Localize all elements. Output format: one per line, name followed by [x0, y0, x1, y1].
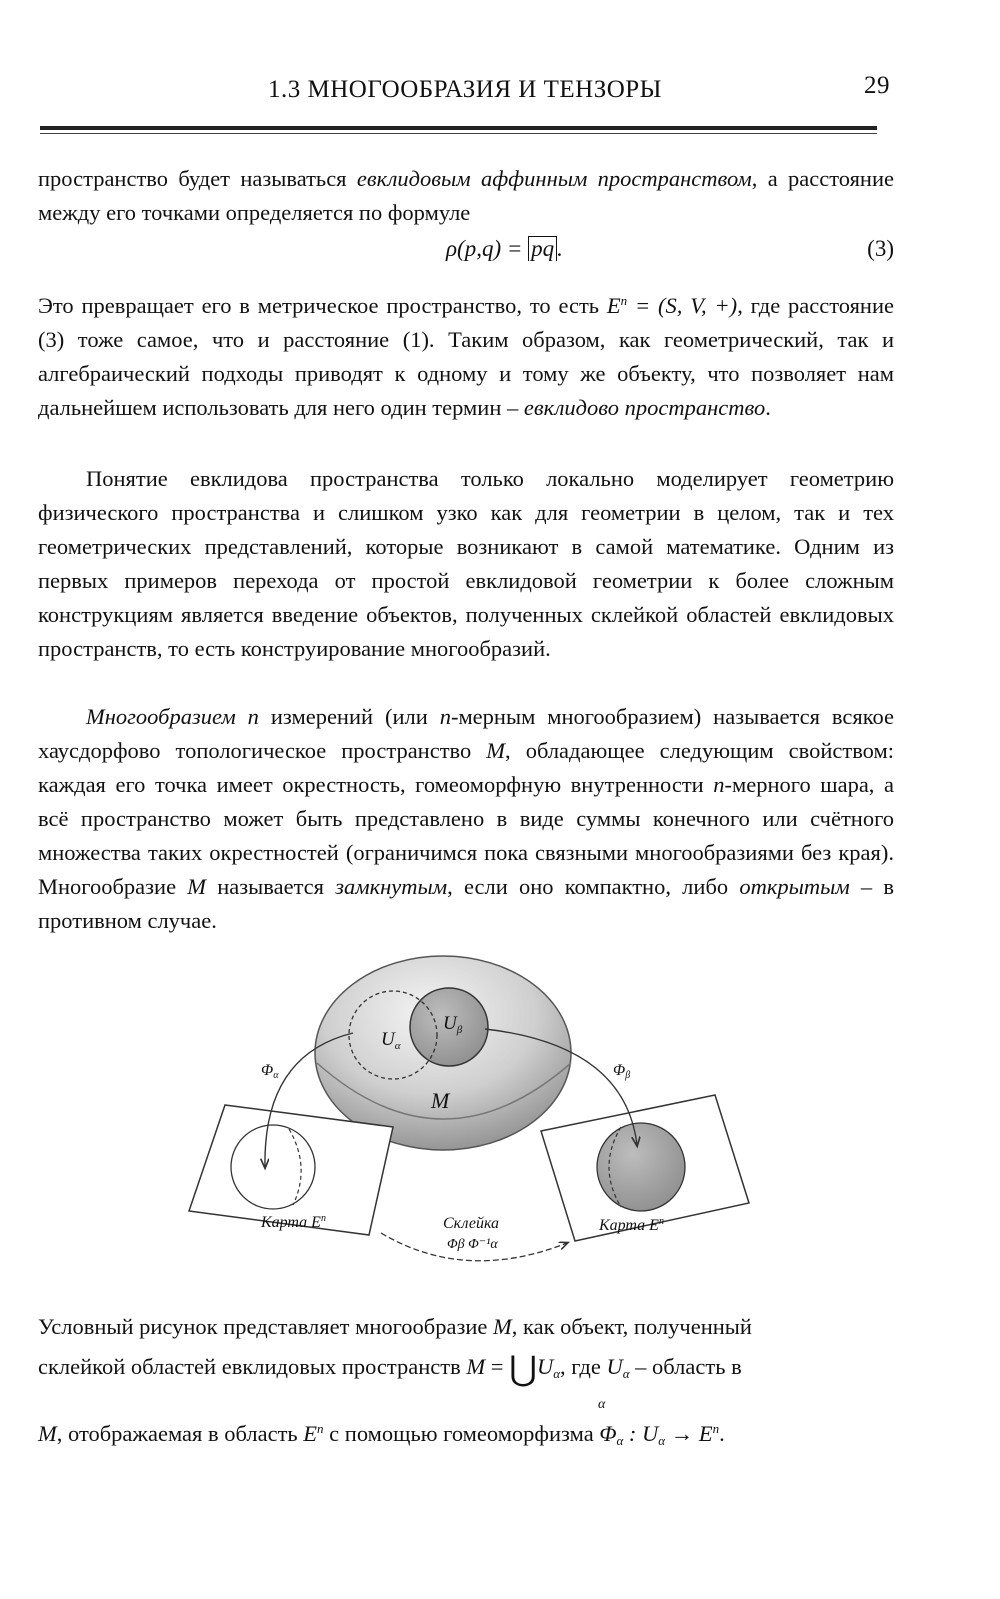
p4-term: Многообразием n: [86, 704, 259, 729]
running-head: [40, 68, 890, 108]
p2-text-a: Это превращает его в метрическое пространство, то есть: [38, 293, 607, 318]
p4-n: n: [439, 704, 451, 729]
p2-math: [607, 293, 737, 318]
p1-text-a: пространство будет называться: [38, 166, 357, 191]
running-title: 1.3 МНОГООБРАЗИЯ И ТЕНЗОРЫ: [268, 76, 662, 103]
caption-line-3: [38, 1412, 894, 1452]
cap2-sub: α: [553, 1366, 561, 1381]
header-rule-thin: [40, 133, 877, 134]
cap2-sub2: α: [622, 1366, 630, 1381]
cap3-phi: Φ: [599, 1421, 617, 1446]
formula-end: .: [557, 236, 563, 261]
p1-term: евклидовым аффинным пространством: [356, 166, 752, 191]
cap1-M: M: [493, 1314, 512, 1339]
manifold-label: M: [431, 1088, 450, 1113]
paragraph-3: [38, 462, 894, 666]
page-number: 29: [864, 72, 890, 99]
cap3-M: M: [38, 1421, 57, 1446]
cap3-sup: n: [317, 1421, 324, 1436]
cap3-end-sup: n: [712, 1421, 720, 1436]
chart-left-label: Карта $E^n$: [261, 1213, 326, 1231]
p4-text-c: , обладающее следующим свойством: каждая его точка имеет окрестность, гомеоморфную внутренности: [38, 738, 894, 797]
paragraph-1: [38, 162, 894, 270]
chart-right-disc: [597, 1123, 685, 1211]
p2-term: евклидово пространство: [523, 395, 766, 420]
cap2-union: ⋃: [509, 1351, 537, 1388]
u-beta-label: $U_\beta$: [443, 1013, 463, 1036]
chart-right-label: Карта $E^n$: [599, 1216, 664, 1234]
p1-text-b: , а расстояние между его точками определяется по формуле: [38, 166, 894, 225]
p2-math-sup: n: [620, 293, 628, 308]
cap2-eq: =: [485, 1354, 510, 1379]
p4-text-a: измерений (или: [258, 704, 440, 729]
formula-lhs: ρ(p,q) =: [446, 236, 529, 261]
p4-open: открытым: [739, 874, 850, 899]
p2-text-b: , где расстояние (3) тоже самое, что и расстояние (1). Таким образом, как геометрический, так и алгебраический подходы приводят к одному и тому же объекту, что позволяет нам дальнейшем использовать для него один термин –: [38, 293, 895, 420]
paragraph-2: [38, 284, 894, 425]
p4-M2: M: [187, 874, 207, 899]
p2-math-E: E: [606, 293, 621, 318]
p4-text-f: , если оно компактно, либо: [447, 874, 740, 899]
p4-text-b: -мерным многообразием) называется всякое хаусдорфово топологическое пространство: [38, 704, 895, 763]
cap2-b: , где: [560, 1354, 607, 1379]
cap3-b: с помощью гомеоморфизма: [323, 1421, 600, 1446]
gluing-label: Склейка: [443, 1215, 500, 1232]
p4-n2: n: [713, 772, 725, 797]
manifold-figure: [185, 945, 755, 1275]
p4-M1: M: [486, 738, 506, 763]
cap1-b: , как объект, полученный: [511, 1314, 752, 1339]
phi-beta-label: Φβ: [613, 1062, 631, 1081]
paragraph-4: [38, 700, 894, 938]
cap2-a: склейкой областей евклидовых пространств: [38, 1354, 467, 1379]
caption-line-1: [38, 1310, 894, 1350]
cap3-arrow: → E: [665, 1421, 713, 1446]
caption-line-2: [38, 1350, 894, 1412]
cap3-E: E: [303, 1421, 318, 1446]
cap2-U2: U: [606, 1354, 623, 1379]
cap2-c: – область в: [629, 1354, 742, 1379]
p4-closed: замкнутым: [335, 874, 448, 899]
header-rule-thick: [40, 126, 877, 130]
cap2-U: U: [536, 1354, 554, 1379]
p2-text-c: .: [765, 395, 771, 420]
cap3-a: , отображаемая в область: [56, 1421, 304, 1446]
p4-text-e: называется: [206, 874, 336, 899]
cap3-map-sub: α: [658, 1433, 666, 1448]
cap2-M: M: [466, 1354, 486, 1379]
u-alpha-label: $U_\alpha$: [381, 1029, 401, 1052]
p4-text-g: – в противном случае.: [38, 874, 894, 933]
cap3-end: .: [719, 1421, 725, 1446]
phi-alpha-label: Φα: [261, 1062, 279, 1081]
formula-expression: [446, 232, 563, 266]
cap2-union-index: α: [598, 1397, 606, 1412]
p4-text-d: -мерного шара, а всё пространство может быть представлено в виде суммы конечного или счётного множества таких окрестностей (ограничимся пока связными многообразиями без края). Многообразие: [38, 772, 894, 899]
formula-number: (3): [867, 236, 894, 261]
formula-3: [38, 230, 894, 270]
figure-description: [38, 1310, 894, 1452]
cap3-phi-sub: α: [616, 1433, 624, 1448]
cap3-map: : U: [623, 1421, 659, 1446]
gluing-formula: Φβ Φ⁻¹α: [447, 1237, 498, 1252]
p3-text: Понятие евклидова пространства только локально моделирует геометрию физического пространства и слишком узко как для геометрии в целом, так и тех геометрических представлений, которые возникают в самой математике. Одним из первых примеров перехода от простой евклидовой геометрии к более сложным конструкциям является введение объектов, полученных склейкой областей евклидовых пространств, то есть конструирование многообразий.: [38, 466, 894, 661]
formula-vector: pq: [528, 236, 557, 261]
p2-math-rest: = (S, V, +): [627, 293, 738, 318]
cap1-a: Условный рисунок представляет многообразие: [38, 1314, 493, 1339]
